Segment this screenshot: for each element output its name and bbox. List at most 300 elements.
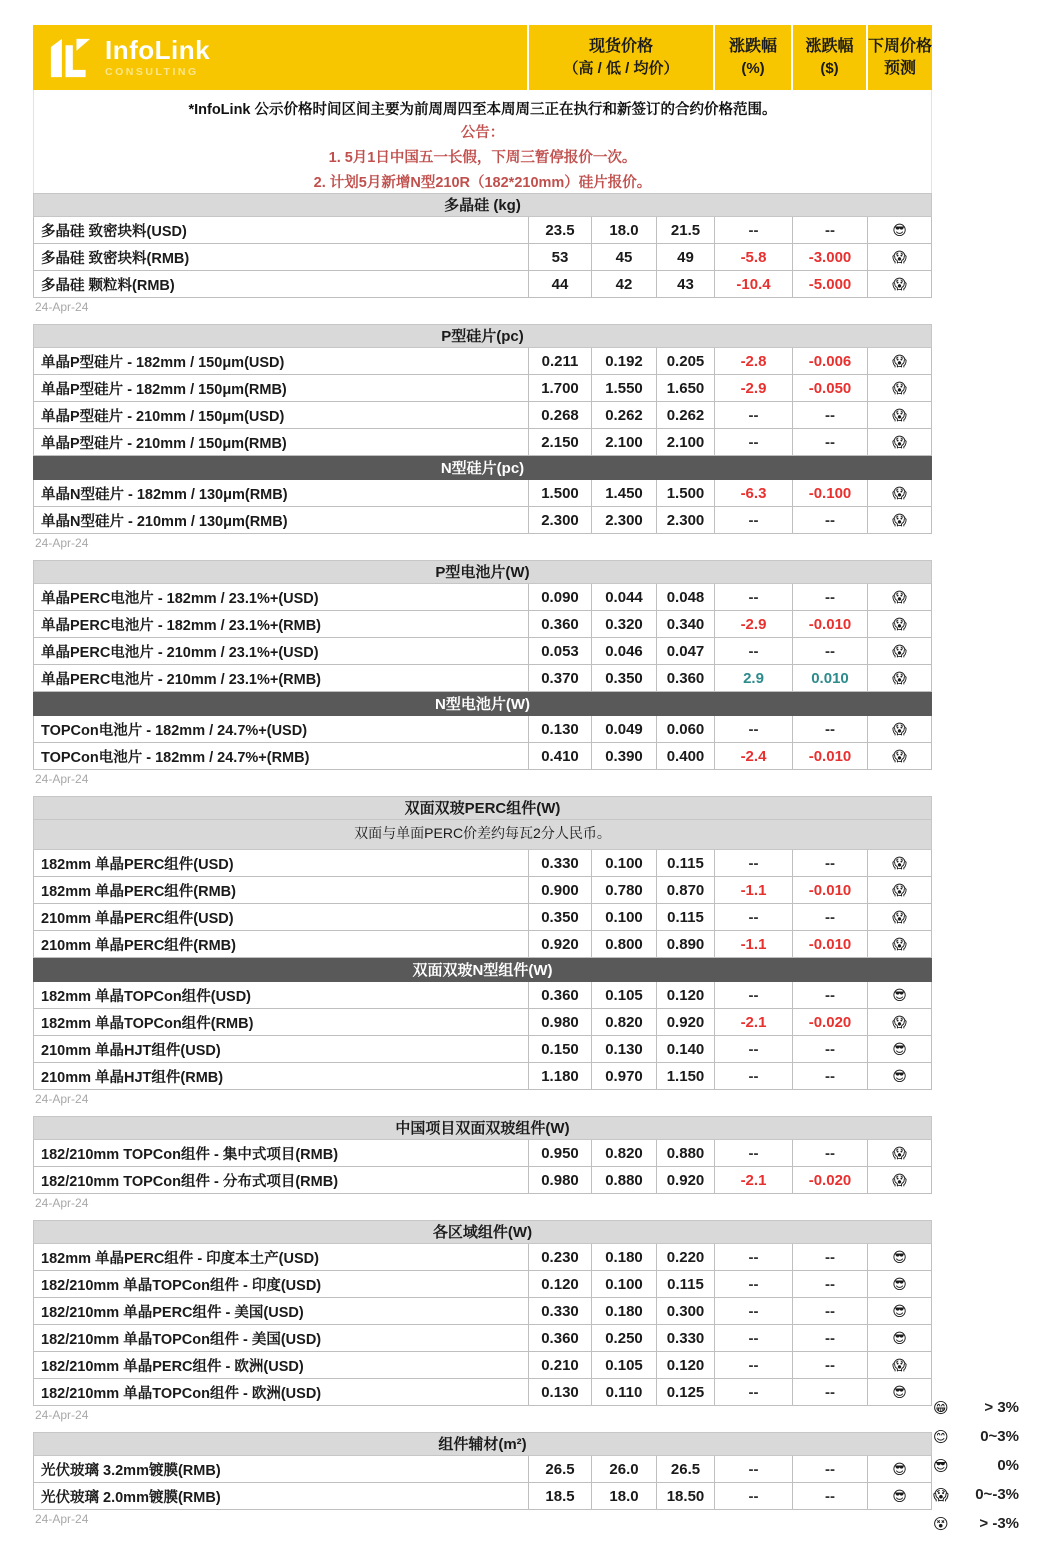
section-title: P型硅片(pc) (33, 324, 932, 348)
cell-change-pct: -- (714, 584, 792, 610)
cell-change-usd: -- (792, 1325, 867, 1351)
price-section-2 (33, 324, 932, 551)
row-label: 182mm 单晶PERC组件(USD) (41, 856, 234, 873)
cell-avg-price: 0.890 (656, 931, 714, 957)
forecast-scream-icon: 😱 (867, 665, 931, 691)
price-row (33, 507, 932, 534)
cell-change-usd: -- (792, 1244, 867, 1270)
cell-change-pct: -2.9 (714, 375, 792, 401)
row-label: 单晶N型硅片 - 210mm / 130μm(RMB) (41, 513, 288, 530)
forecast-scream-icon: 😱 (867, 375, 931, 401)
cell-change-pct: -- (714, 217, 792, 243)
legend-item (933, 1422, 1019, 1451)
cell-change-usd: -- (792, 584, 867, 610)
forecast-scream-icon: 😱 (867, 743, 931, 769)
cell-low-price: 0.390 (591, 743, 656, 769)
price-row (33, 1036, 932, 1063)
price-section-6 (33, 1220, 932, 1423)
cell-avg-price: 0.115 (656, 850, 714, 876)
cell-avg-price: 0.340 (656, 611, 714, 637)
price-section-1 (33, 193, 932, 315)
cell-high-price: 0.920 (528, 931, 591, 957)
forecast-title: 下周价格 (868, 37, 933, 55)
price-section-3 (33, 560, 932, 787)
cell-low-price: 0.192 (591, 348, 656, 374)
cell-change-usd: -0.006 (792, 348, 867, 374)
legend-item (933, 1480, 1019, 1509)
cell-avg-price: 0.047 (656, 638, 714, 664)
cell-high-price: 0.370 (528, 665, 591, 691)
cell-change-pct: -- (714, 1298, 792, 1324)
row-label: 单晶PERC电池片 - 182mm / 23.1%+(USD) (41, 590, 319, 607)
cell-low-price: 0.130 (591, 1036, 656, 1062)
cell-change-pct: -- (714, 402, 792, 428)
cell-low-price: 1.450 (591, 480, 656, 506)
cell-change-pct: -- (714, 1483, 792, 1509)
section-subtitle: 双面与单面PERC价差约每瓦2分人民币。 (33, 820, 932, 850)
cell-high-price: 44 (528, 271, 591, 297)
notice-announcement-1: 1. 5月1日中国五一长假，下周三暂停报价一次。 (328, 150, 637, 166)
cell-change-pct: -2.9 (714, 611, 792, 637)
cell-high-price: 0.268 (528, 402, 591, 428)
cell-avg-price: 0.125 (656, 1379, 714, 1405)
cell-low-price: 2.300 (591, 507, 656, 533)
cell-high-price: 0.210 (528, 1352, 591, 1378)
amt-title: 涨跌幅 (805, 37, 854, 55)
cell-low-price: 0.180 (591, 1298, 656, 1324)
forecast-subtitle: 预测 (883, 59, 916, 77)
cell-avg-price: 0.220 (656, 1244, 714, 1270)
cell-avg-price: 0.060 (656, 716, 714, 742)
price-row (33, 850, 932, 877)
cell-low-price: 0.820 (591, 1009, 656, 1035)
price-section-7 (33, 1432, 932, 1527)
column-header-change-pct (715, 25, 791, 90)
forecast-scream-icon: 😱 (867, 716, 931, 742)
cell-change-pct: -- (714, 1456, 792, 1482)
cell-avg-price: 26.5 (656, 1456, 714, 1482)
forecast-cool-icon: 😎 (867, 1298, 931, 1324)
forecast-scream-icon: 😱 (867, 638, 931, 664)
forecast-scream-icon: 😱 (867, 507, 931, 533)
forecast-scream-icon: 😱 (867, 1167, 931, 1193)
cell-change-usd: -- (792, 1063, 867, 1089)
row-label: 210mm 单晶PERC组件(USD) (41, 910, 234, 927)
cell-high-price: 0.230 (528, 1244, 591, 1270)
cell-low-price: 0.110 (591, 1379, 656, 1405)
price-row (33, 1456, 932, 1483)
cell-change-usd: -0.020 (792, 1009, 867, 1035)
cell-change-pct: -1.1 (714, 931, 792, 957)
cell-low-price: 42 (591, 271, 656, 297)
cell-high-price: 2.150 (528, 429, 591, 455)
legend-cool-icon: 😎 (933, 1457, 949, 1475)
cell-high-price: 23.5 (528, 217, 591, 243)
row-label: 210mm 单晶HJT组件(RMB) (41, 1069, 224, 1086)
row-label: 182mm 单晶PERC组件(RMB) (41, 883, 236, 900)
legend-item (933, 1509, 1019, 1538)
cell-change-usd: -- (792, 1483, 867, 1509)
notice-block (33, 90, 932, 193)
row-label: 210mm 单晶HJT组件(USD) (41, 1042, 221, 1059)
row-label: 182/210mm 单晶PERC组件 - 美国(USD) (41, 1304, 304, 1321)
row-label: 单晶P型硅片 - 210mm / 150μm(USD) (41, 408, 285, 425)
forecast-scream-icon: 😱 (867, 1009, 931, 1035)
cell-low-price: 0.105 (591, 1352, 656, 1378)
section-title: N型电池片(W) (33, 692, 932, 716)
row-label: 单晶N型硅片 - 182mm / 130μm(RMB) (41, 486, 288, 503)
row-label: 182/210mm TOPCon组件 - 集中式项目(RMB) (41, 1146, 339, 1163)
cell-change-usd: -- (792, 1352, 867, 1378)
cell-avg-price: 0.920 (656, 1167, 714, 1193)
cell-low-price: 0.970 (591, 1063, 656, 1089)
cell-change-usd: -0.010 (792, 743, 867, 769)
price-groups (33, 193, 932, 1527)
cell-change-usd: -0.020 (792, 1167, 867, 1193)
cell-low-price: 0.250 (591, 1325, 656, 1351)
price-row (33, 1379, 932, 1406)
price-row (33, 904, 932, 931)
legend-label: 0~3% (980, 1428, 1019, 1445)
forecast-cool-icon: 😎 (867, 1456, 931, 1482)
forecast-scream-icon: 😱 (867, 244, 931, 270)
legend-label: 0% (997, 1457, 1019, 1474)
cell-low-price: 18.0 (591, 1483, 656, 1509)
cell-avg-price: 49 (656, 244, 714, 270)
cell-low-price: 26.0 (591, 1456, 656, 1482)
cell-change-pct: -- (714, 507, 792, 533)
row-label: 单晶PERC电池片 - 182mm / 23.1%+(RMB) (41, 617, 321, 634)
cell-high-price: 0.130 (528, 716, 591, 742)
forecast-scream-icon: 😱 (867, 584, 931, 610)
price-row (33, 1271, 932, 1298)
pct-subtitle: (%) (741, 59, 765, 77)
cell-change-pct: -- (714, 716, 792, 742)
brand-name: InfoLink (105, 35, 211, 66)
row-label: 182/210mm TOPCon组件 - 分布式项目(RMB) (41, 1173, 339, 1190)
cell-change-pct: -2.4 (714, 743, 792, 769)
price-row (33, 611, 932, 638)
brand-subtitle: CONSULTING (105, 66, 199, 79)
cell-low-price: 0.880 (591, 1167, 656, 1193)
legend-item (933, 1393, 1019, 1422)
cell-high-price: 0.360 (528, 611, 591, 637)
forecast-scream-icon: 😱 (867, 429, 931, 455)
cell-high-price: 0.330 (528, 1298, 591, 1324)
cell-high-price: 1.180 (528, 1063, 591, 1089)
cell-avg-price: 0.048 (656, 584, 714, 610)
section-title: 多晶硅 (kg) (33, 193, 932, 217)
cell-change-usd: -0.010 (792, 877, 867, 903)
forecast-scream-icon: 😱 (867, 402, 931, 428)
price-row (33, 1009, 932, 1036)
cell-change-pct: -2.8 (714, 348, 792, 374)
price-row (33, 877, 932, 904)
cell-low-price: 0.800 (591, 931, 656, 957)
row-label: 多晶硅 颗粒料(RMB) (41, 277, 175, 294)
cell-avg-price: 0.870 (656, 877, 714, 903)
cell-change-pct: -- (714, 1063, 792, 1089)
infolink-logo-icon (49, 37, 93, 79)
forecast-scream-icon: 😱 (867, 271, 931, 297)
cell-change-usd: -- (792, 1140, 867, 1166)
cell-high-price: 0.980 (528, 1167, 591, 1193)
forecast-cool-icon: 😎 (867, 1271, 931, 1297)
cell-avg-price: 21.5 (656, 217, 714, 243)
cell-avg-price: 0.262 (656, 402, 714, 428)
cell-low-price: 0.044 (591, 584, 656, 610)
cell-change-pct: -2.1 (714, 1167, 792, 1193)
row-label: 光伏玻璃 3.2mm镀膜(RMB) (41, 1462, 221, 1479)
cell-avg-price: 0.120 (656, 982, 714, 1008)
column-header-spot-price (529, 25, 713, 90)
cell-change-pct: -5.8 (714, 244, 792, 270)
cell-avg-price: 1.500 (656, 480, 714, 506)
legend-smile-icon: 😊 (933, 1428, 949, 1446)
forecast-cool-icon: 😎 (867, 1244, 931, 1270)
cell-low-price: 0.100 (591, 904, 656, 930)
cell-avg-price: 0.400 (656, 743, 714, 769)
row-label: 单晶PERC电池片 - 210mm / 23.1%+(USD) (41, 644, 319, 661)
section-date: 24-Apr-24 (35, 1196, 89, 1210)
cell-high-price: 0.150 (528, 1036, 591, 1062)
cell-high-price: 0.120 (528, 1271, 591, 1297)
cell-low-price: 0.100 (591, 1271, 656, 1297)
cell-change-pct: -2.1 (714, 1009, 792, 1035)
cell-change-pct: -- (714, 1036, 792, 1062)
price-row (33, 716, 932, 743)
cell-low-price: 0.820 (591, 1140, 656, 1166)
cell-low-price: 1.550 (591, 375, 656, 401)
section-date: 24-Apr-24 (35, 772, 89, 786)
cell-high-price: 0.330 (528, 850, 591, 876)
cell-change-pct: -- (714, 904, 792, 930)
price-section-4 (33, 796, 932, 1107)
price-row (33, 1063, 932, 1090)
cell-avg-price: 43 (656, 271, 714, 297)
amt-subtitle: ($) (820, 59, 839, 77)
row-label: 182mm 单晶TOPCon组件(RMB) (41, 1015, 254, 1032)
cell-change-pct: 2.9 (714, 665, 792, 691)
cell-change-usd: -- (792, 850, 867, 876)
section-title: 双面双玻N型组件(W) (33, 958, 932, 982)
cell-avg-price: 1.150 (656, 1063, 714, 1089)
cell-low-price: 2.100 (591, 429, 656, 455)
row-label: 单晶P型硅片 - 182mm / 150μm(RMB) (41, 381, 287, 398)
cell-change-pct: -- (714, 429, 792, 455)
section-title: N型硅片(pc) (33, 456, 932, 480)
cell-change-usd: -- (792, 638, 867, 664)
forecast-scream-icon: 😱 (867, 611, 931, 637)
cell-change-usd: -0.050 (792, 375, 867, 401)
cell-change-usd: -0.010 (792, 931, 867, 957)
cell-change-pct: -- (714, 1140, 792, 1166)
forecast-cool-icon: 😎 (867, 982, 931, 1008)
price-row (33, 1140, 932, 1167)
forecast-scream-icon: 😱 (867, 1352, 931, 1378)
row-label: 182/210mm 单晶TOPCon组件 - 美国(USD) (41, 1331, 322, 1348)
cell-avg-price: 0.205 (656, 348, 714, 374)
cell-avg-price: 0.920 (656, 1009, 714, 1035)
forecast-scream-icon: 😱 (867, 850, 931, 876)
cell-high-price: 0.360 (528, 982, 591, 1008)
row-label: 单晶PERC电池片 - 210mm / 23.1%+(RMB) (41, 671, 321, 688)
cell-change-usd: -- (792, 1379, 867, 1405)
forecast-legend (933, 1393, 1019, 1538)
cell-avg-price: 0.120 (656, 1352, 714, 1378)
cell-avg-price: 0.115 (656, 904, 714, 930)
cell-avg-price: 0.880 (656, 1140, 714, 1166)
price-row (33, 348, 932, 375)
cell-low-price: 18.0 (591, 217, 656, 243)
price-row (33, 402, 932, 429)
section-title: 中国项目双面双玻组件(W) (33, 1116, 932, 1140)
cell-high-price: 0.090 (528, 584, 591, 610)
cell-change-pct: -10.4 (714, 271, 792, 297)
price-row (33, 429, 932, 456)
cell-high-price: 0.211 (528, 348, 591, 374)
legend-grin-icon: 😁 (933, 1399, 949, 1417)
section-date: 24-Apr-24 (35, 1408, 89, 1422)
cell-low-price: 0.320 (591, 611, 656, 637)
cell-change-usd: -0.010 (792, 611, 867, 637)
forecast-cool-icon: 😎 (867, 1036, 931, 1062)
cell-change-pct: -- (714, 638, 792, 664)
price-row (33, 584, 932, 611)
cell-change-usd: -- (792, 429, 867, 455)
cell-avg-price: 0.330 (656, 1325, 714, 1351)
row-label: 多晶硅 致密块料(USD) (41, 223, 187, 240)
forecast-scream-icon: 😱 (867, 877, 931, 903)
cell-change-usd: -0.100 (792, 480, 867, 506)
cell-low-price: 0.350 (591, 665, 656, 691)
notice-announcement-title: 公告： (460, 125, 505, 141)
cell-avg-price: 0.140 (656, 1036, 714, 1062)
cell-change-usd: -- (792, 1036, 867, 1062)
legend-dizzy-icon: 😵 (933, 1515, 949, 1533)
cell-change-usd: -- (792, 507, 867, 533)
price-row (33, 375, 932, 402)
forecast-scream-icon: 😱 (867, 1140, 931, 1166)
cell-high-price: 0.410 (528, 743, 591, 769)
section-date: 24-Apr-24 (35, 536, 89, 550)
cell-low-price: 0.100 (591, 850, 656, 876)
cell-change-pct: -1.1 (714, 877, 792, 903)
section-title: 组件辅材(m²) (33, 1432, 932, 1456)
spot-subtitle: （高 / 低 / 均价） (563, 59, 679, 77)
price-row (33, 1352, 932, 1379)
forecast-cool-icon: 😎 (867, 1379, 931, 1405)
row-label: 182mm 单晶TOPCon组件(USD) (41, 988, 252, 1005)
cell-low-price: 0.180 (591, 1244, 656, 1270)
legend-label: > 3% (984, 1399, 1019, 1416)
forecast-scream-icon: 😱 (867, 904, 931, 930)
cell-change-usd: -- (792, 217, 867, 243)
legend-scream-icon: 😱 (933, 1486, 949, 1504)
price-row (33, 1298, 932, 1325)
cell-change-pct: -- (714, 1244, 792, 1270)
cell-low-price: 0.046 (591, 638, 656, 664)
table-header (33, 25, 932, 90)
cell-high-price: 26.5 (528, 1456, 591, 1482)
section-title: 双面双玻PERC组件(W) (33, 796, 932, 820)
cell-avg-price: 0.360 (656, 665, 714, 691)
pct-title: 涨跌幅 (728, 37, 777, 55)
forecast-scream-icon: 😱 (867, 931, 931, 957)
cell-low-price: 0.049 (591, 716, 656, 742)
cell-change-usd: -5.000 (792, 271, 867, 297)
cell-avg-price: 2.100 (656, 429, 714, 455)
legend-item (933, 1451, 1019, 1480)
forecast-scream-icon: 😱 (867, 480, 931, 506)
cell-avg-price: 18.50 (656, 1483, 714, 1509)
cell-change-pct: -- (714, 1352, 792, 1378)
row-label: 光伏玻璃 2.0mm镀膜(RMB) (41, 1489, 221, 1506)
price-row (33, 271, 932, 298)
legend-label: 0~-3% (975, 1486, 1019, 1503)
legend-label: > -3% (979, 1515, 1019, 1532)
price-row (33, 638, 932, 665)
cell-low-price: 0.780 (591, 877, 656, 903)
notice-announcement-2: 2. 计划5月新增N型210R（182*210mm）硅片报价。 (313, 175, 652, 191)
row-label: 单晶P型硅片 - 210mm / 150μm(RMB) (41, 435, 287, 452)
logo (33, 25, 527, 90)
cell-change-usd: -3.000 (792, 244, 867, 270)
cell-change-pct: -6.3 (714, 480, 792, 506)
price-row (33, 1244, 932, 1271)
cell-low-price: 0.105 (591, 982, 656, 1008)
cell-change-usd: -- (792, 1298, 867, 1324)
price-row (33, 1167, 932, 1194)
row-label: 单晶P型硅片 - 182mm / 150μm(USD) (41, 354, 285, 371)
spot-title: 现货价格 (588, 37, 653, 55)
section-title: P型电池片(W) (33, 560, 932, 584)
row-label: TOPCon电池片 - 182mm / 24.7%+(USD) (41, 722, 308, 739)
section-date: 24-Apr-24 (35, 1092, 89, 1106)
cell-change-usd: -- (792, 1456, 867, 1482)
section-title: 各区域组件(W) (33, 1220, 932, 1244)
cell-low-price: 45 (591, 244, 656, 270)
cell-avg-price: 0.300 (656, 1298, 714, 1324)
price-row (33, 665, 932, 692)
row-label: TOPCon电池片 - 182mm / 24.7%+(RMB) (41, 749, 310, 766)
cell-change-pct: -- (714, 982, 792, 1008)
cell-change-usd: -- (792, 716, 867, 742)
price-row (33, 244, 932, 271)
section-date: 24-Apr-24 (35, 300, 89, 314)
cell-high-price: 0.350 (528, 904, 591, 930)
price-sheet (33, 25, 932, 1536)
price-row (33, 480, 932, 507)
cell-high-price: 0.360 (528, 1325, 591, 1351)
cell-low-price: 0.262 (591, 402, 656, 428)
row-label: 182/210mm 单晶TOPCon组件 - 印度(USD) (41, 1277, 322, 1294)
cell-high-price: 0.900 (528, 877, 591, 903)
cell-high-price: 18.5 (528, 1483, 591, 1509)
price-row (33, 217, 932, 244)
cell-change-usd: -- (792, 982, 867, 1008)
row-label: 182/210mm 单晶PERC组件 - 欧洲(USD) (41, 1358, 304, 1375)
forecast-scream-icon: 😱 (867, 348, 931, 374)
cell-avg-price: 2.300 (656, 507, 714, 533)
forecast-cool-icon: 😎 (867, 1483, 931, 1509)
cell-high-price: 53 (528, 244, 591, 270)
cell-avg-price: 0.115 (656, 1271, 714, 1297)
price-row (33, 1325, 932, 1352)
price-row (33, 743, 932, 770)
row-label: 210mm 单晶PERC组件(RMB) (41, 937, 236, 954)
cell-high-price: 0.950 (528, 1140, 591, 1166)
